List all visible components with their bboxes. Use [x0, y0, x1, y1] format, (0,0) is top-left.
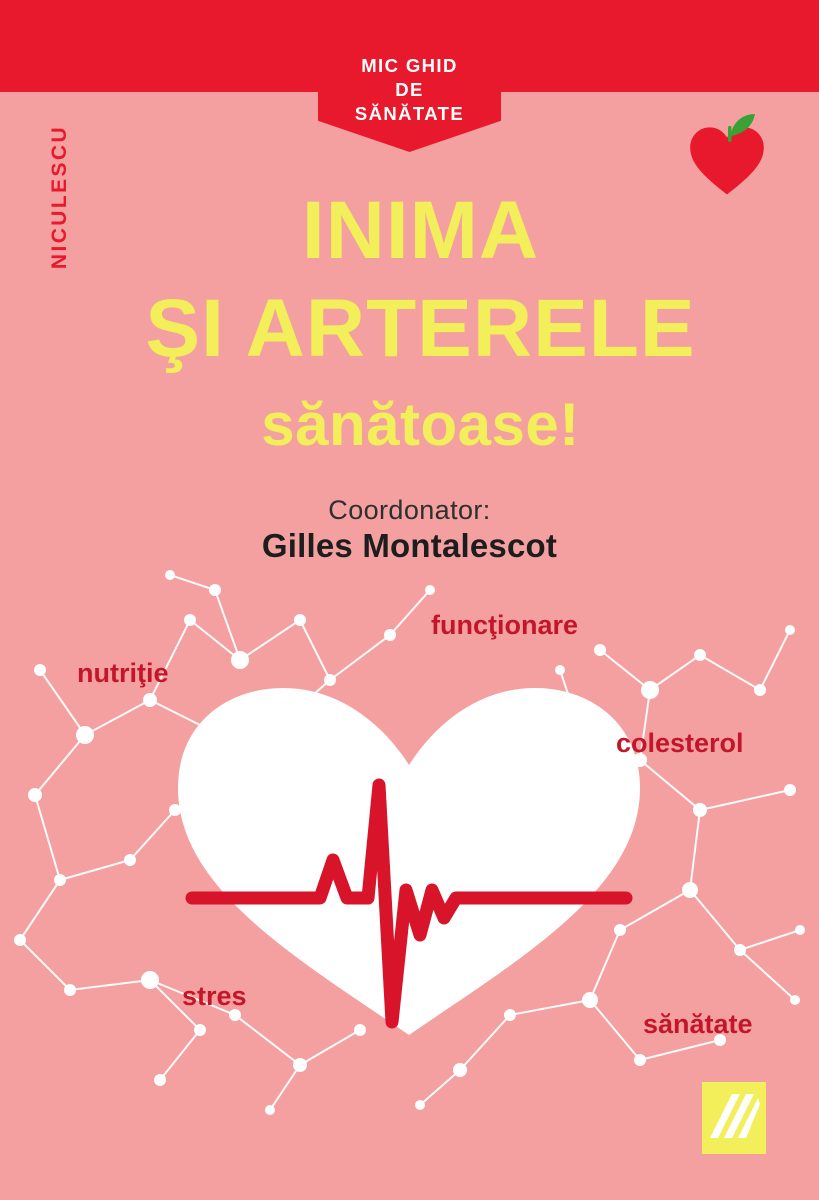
heart-shape [178, 688, 640, 1035]
keyword-stres: stres [182, 981, 247, 1011]
keyword-functionare: funcţionare [431, 610, 579, 640]
collection-title-line3: SĂNĂTATE [354, 103, 465, 124]
collection-title-line1: MIC GHID [361, 55, 458, 76]
author-name: Gilles Montalescot [261, 527, 558, 564]
book-pages-logo-icon [702, 1082, 766, 1154]
collection-title [318, 54, 501, 126]
book-subtitle: sănătoase! [261, 391, 580, 458]
coordinator-label: Coordonator: [328, 495, 491, 525]
publisher-name: NICULESCU [48, 124, 71, 270]
keyword-sanatate: sănătate [643, 1009, 753, 1039]
book-title [0, 182, 819, 378]
collection-title-line2: DE [395, 79, 424, 100]
keyword-nutritie: nutriţie [77, 658, 169, 688]
book-title-line1: INIMA [301, 185, 540, 276]
keyword-colesterol: colesterol [616, 728, 744, 758]
book-title-line2: ŞI ARTERELE [145, 283, 696, 374]
